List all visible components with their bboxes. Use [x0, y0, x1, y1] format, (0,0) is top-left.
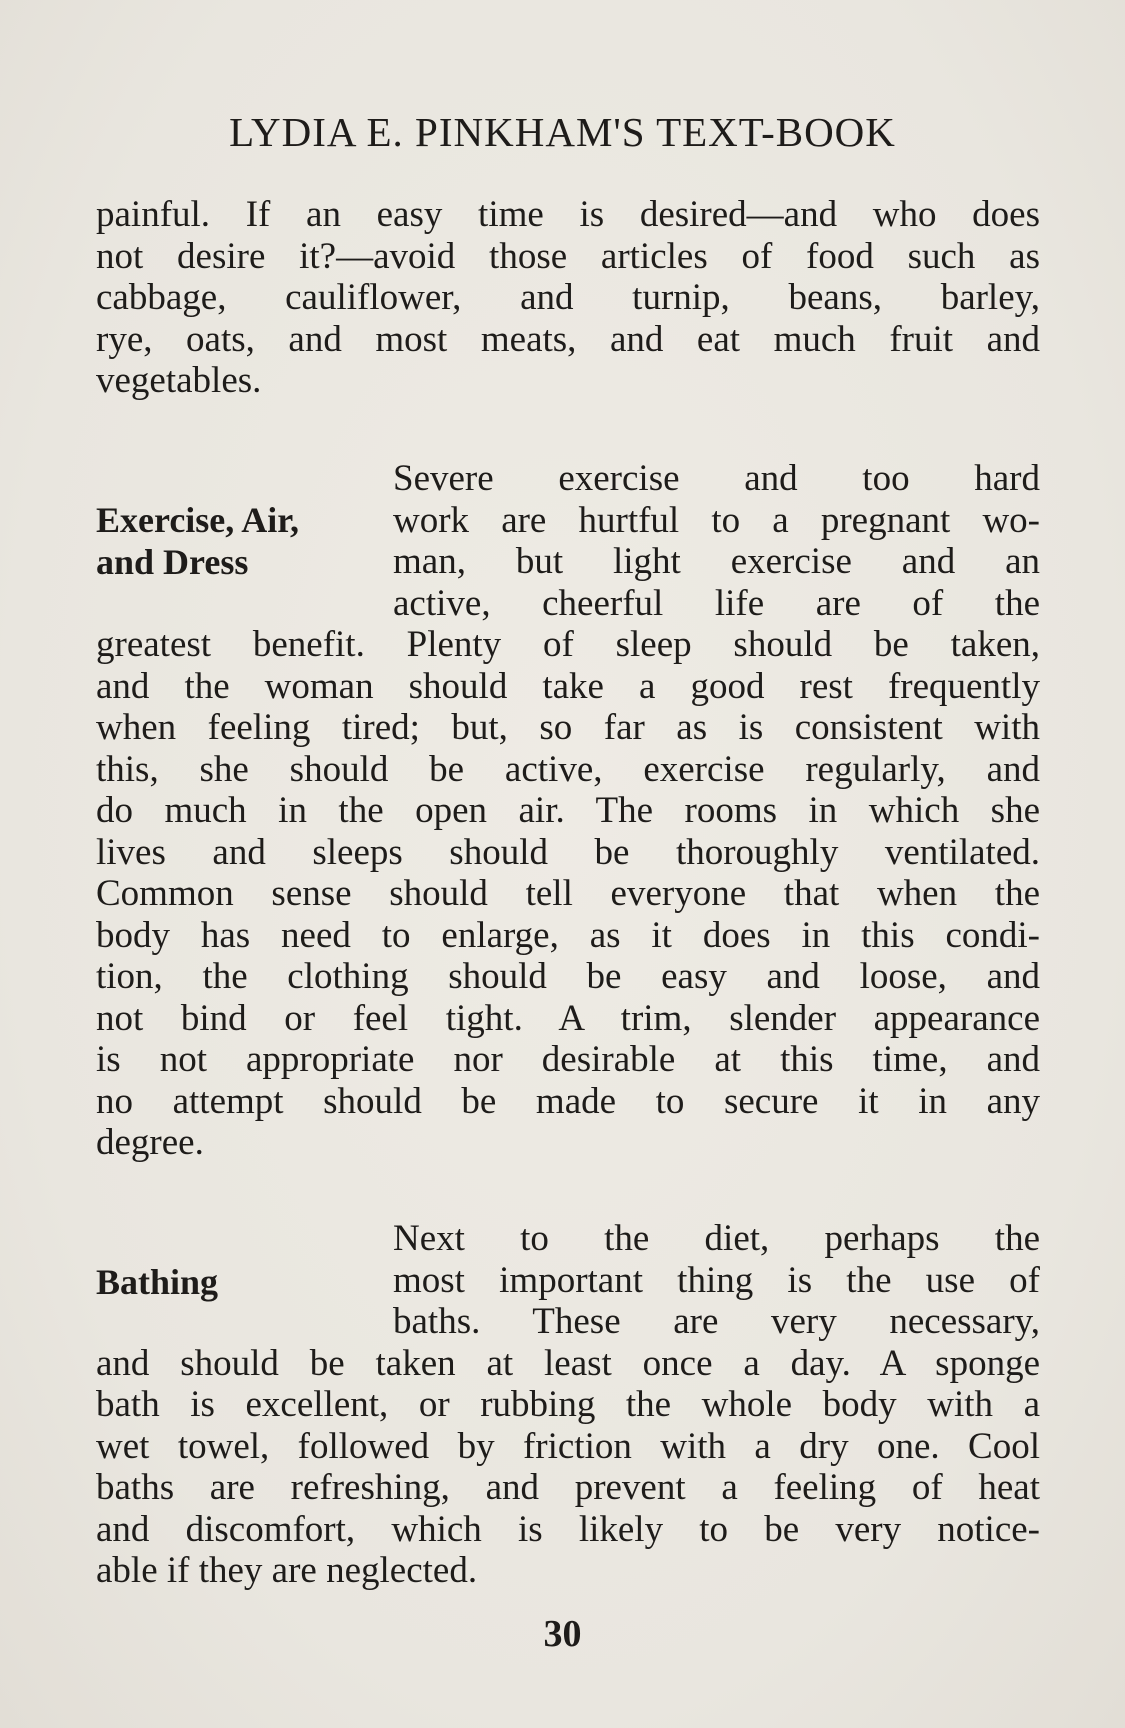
text-line: degree.: [96, 1122, 204, 1163]
text-line: is not appropriate nor desirable at this time, and: [96, 1039, 1040, 1080]
text-line: rye, oats, and most meats, and eat much fruit and: [96, 318, 1040, 360]
text-line: bath is excellent, or rubbing the whole body with a: [96, 1384, 1040, 1425]
text-line: when feeling tired; but, so far as is consistent with: [96, 707, 1040, 748]
page-number: 30: [543, 1613, 582, 1655]
text-line: do much in the open air. The rooms in which she: [96, 790, 1040, 831]
text-line: Common sense should tell everyone that when the: [96, 873, 1040, 914]
text-line: vegetables.: [96, 360, 262, 401]
text-line: man, but light exercise and an: [393, 541, 1040, 582]
margin-heading-line: and Dress: [96, 541, 249, 582]
text-line: baths. These are very necessary,: [393, 1301, 1040, 1342]
text-line: greatest benefit. Plenty of sleep should be taken,: [96, 624, 1040, 665]
text-line: most important thing is the use of: [393, 1259, 1040, 1301]
text-line: wet towel, followed by friction with a dry one. Cool: [96, 1425, 1040, 1467]
text-line: body has need to enlarge, as it does in this condi-: [96, 914, 1040, 956]
text-line: not desire it?—avoid those articles of food such as: [96, 235, 1040, 277]
text-line: work are hurtful to a pregnant wo-: [393, 499, 1040, 541]
paragraph-bathing: [96, 1218, 1040, 1592]
text-line: and discomfort, which is likely to be very notice-: [96, 1508, 1040, 1550]
text-line: no attempt should be made to secure it in any: [96, 1080, 1040, 1122]
text-line: Next to the diet, perhaps the: [393, 1218, 1040, 1259]
text-line: active, cheerful life are of the: [393, 582, 1040, 624]
running-header: LYDIA E. PINKHAM'S TEXT-BOOK: [229, 109, 896, 155]
text-line: and should be taken at least once a day. A sponge: [96, 1342, 1040, 1384]
text-line: baths are refreshing, and prevent a feeling of heat: [96, 1467, 1040, 1508]
text-line: able if they are neglected.: [96, 1550, 478, 1591]
paragraph-exercise: [96, 458, 1040, 1164]
text-line: and the woman should take a good rest frequently: [96, 665, 1040, 707]
paragraph-diet-continuation: [96, 194, 1040, 402]
margin-heading-line: Bathing: [96, 1262, 219, 1302]
margin-heading-line: Exercise, Air,: [96, 500, 299, 540]
text-line: cabbage, cauliflower, and turnip, beans, barley,: [96, 277, 1040, 318]
text-line: lives and sleeps should be thoroughly ventilated.: [96, 831, 1040, 873]
text-line: painful. If an easy time is desired—and who does: [96, 194, 1040, 235]
text-line: this, she should be active, exercise regularly, and: [96, 748, 1040, 790]
text-line: tion, the clothing should be easy and loose, and: [96, 956, 1040, 997]
text-line: not bind or feel tight. A trim, slender appearance: [96, 997, 1040, 1039]
text-line: Severe exercise and too hard: [393, 458, 1040, 499]
